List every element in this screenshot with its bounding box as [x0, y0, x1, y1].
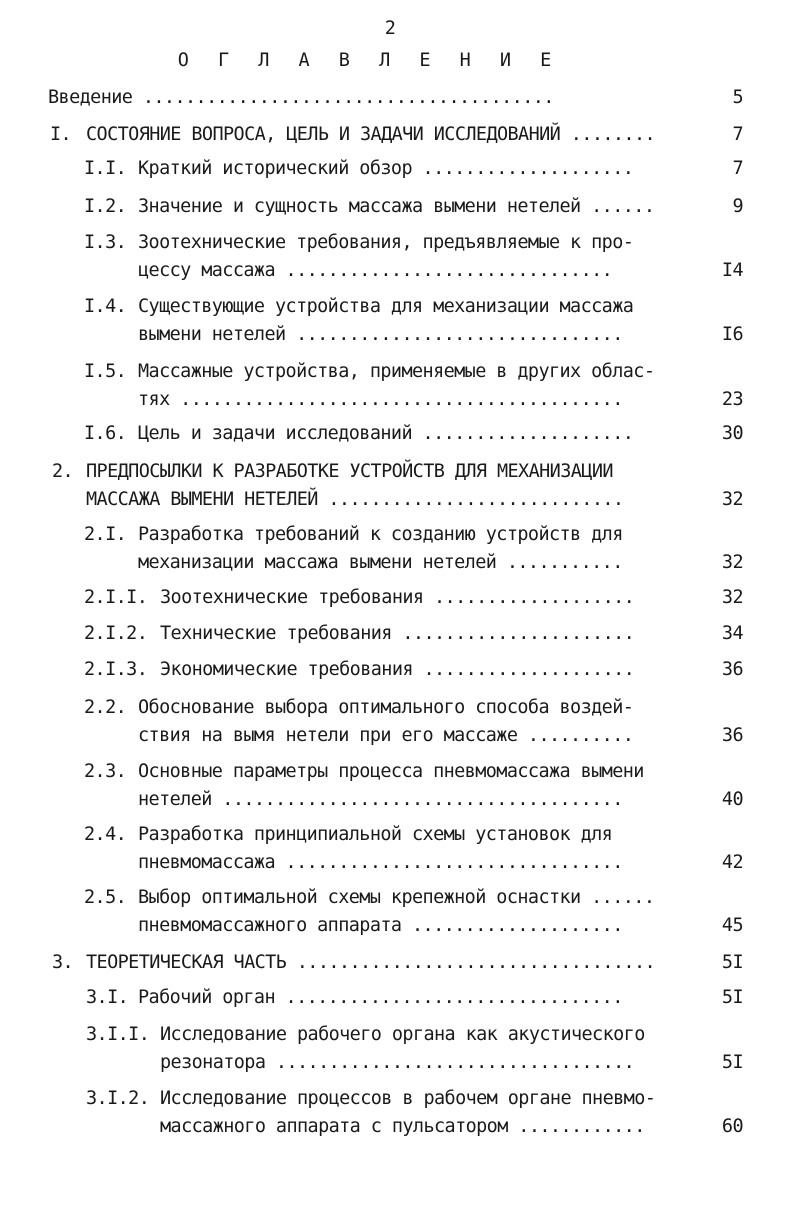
toc-entry-title-continued: вымени нетелей ...............................	[138, 324, 623, 345]
toc-entry-title: ПРЕДПОСЫЛКИ К РАЗРАБОТКЕ УСТРОЙСТВ ДЛЯ МЕХАНИЗАЦИИ	[86, 461, 613, 482]
toc-entry-number: 2.I.3.	[84, 659, 148, 680]
toc-entry-number: 3.I.2.	[86, 1088, 150, 1109]
toc-entry-title: Экономические требования ....................	[160, 659, 635, 680]
toc-entry-page: I6	[721, 324, 743, 345]
toc-entry-number: 2.3.	[84, 761, 127, 782]
toc-entry-title: Основные параметры процесса пневмомассажа вымени	[138, 761, 644, 782]
toc-entry-page: 5I	[721, 987, 743, 1008]
toc-entry-title: Выбор оптимальной схемы крепежной оснастки ......	[138, 887, 655, 908]
toc-entry-page: 5I	[721, 952, 743, 973]
toc-entry-number: 3.I.	[86, 987, 129, 1008]
toc-entry-title: ТЕОРЕТИЧЕСКАЯ ЧАСТЬ ..................................	[86, 952, 656, 973]
toc-entry-title: Исследование рабочего органа как акустического	[160, 1024, 645, 1045]
toc-entry-title: Разработка требований к созданию устройств для	[138, 524, 623, 545]
toc-entry-title-continued: пневмомассажного аппарата ....................	[138, 915, 623, 936]
toc-entry-title: Зоотехнические требования ...................	[160, 587, 635, 608]
toc-entry-page: 36	[721, 659, 743, 680]
toc-entry-number: I.5.	[84, 361, 127, 382]
toc-entry-title: Краткий исторический обзор ....................	[138, 158, 634, 179]
toc-entry-page: 5	[732, 87, 743, 108]
toc-entry-title-continued: массажного аппарата с пульсатором ............	[160, 1116, 645, 1137]
toc-entry-title-continued: ствия на вымя нетели при его массаже ..........	[138, 725, 634, 746]
toc-entry-title: Рабочий орган ................................	[138, 987, 623, 1008]
toc-entry-page: 40	[721, 789, 743, 810]
toc-entry-page: 23	[721, 389, 743, 410]
toc-entry-title: Зоотехнические требования, предъявляемые к про-	[138, 232, 634, 253]
toc-entry-number: 2.	[52, 461, 74, 482]
toc-entry-title-continued: тях ..........................................	[138, 389, 623, 410]
toc-entry-title-continued: механизации массажа вымени нетелей ...........	[138, 552, 623, 573]
toc-entry-page: I4	[721, 260, 743, 281]
toc-entry-page: 42	[721, 852, 743, 873]
toc-entry-number: 2.I.2.	[84, 623, 148, 644]
toc-entry-title: Обоснование выбора оптимального способа воздей-	[138, 697, 634, 718]
toc-entry-number: 2.2.	[84, 697, 127, 718]
toc-entry-title: Разработка принципиальной схемы установок для	[138, 824, 613, 845]
toc-entry-title: Введение .......................................	[48, 87, 554, 108]
toc-entry-number: I.I.	[84, 158, 127, 179]
toc-entry-page: 7	[732, 124, 743, 145]
toc-entry-title: СОСТОЯНИЕ ВОПРОСА, ЦЕЛЬ И ЗАДАЧИ ИССЛЕДОВАНИЙ ........	[86, 124, 656, 145]
toc-entry-title-continued: нетелей ......................................	[138, 789, 623, 810]
toc-entry-title: Значение и сущность массажа вымени нетелей ......	[138, 196, 655, 217]
toc-entry-number: 3.	[52, 952, 74, 973]
toc-entry-number: 2.5.	[84, 887, 127, 908]
toc-entry-title-continued: цессу массажа ...............................	[138, 260, 613, 281]
toc-entry-number: 2.I.	[84, 524, 127, 545]
toc-entry-page: 32	[721, 552, 743, 573]
toc-entry-number: I.	[50, 124, 72, 145]
toc-entry-page: 36	[721, 725, 743, 746]
toc-entry-number: 2.I.I.	[84, 587, 148, 608]
toc-entry-number: I.3.	[84, 232, 127, 253]
toc-entry-title: Цель и задачи исследований ....................	[138, 423, 634, 444]
toc-entry-page: 5I	[721, 1052, 743, 1073]
toc-entry-page: 32	[721, 489, 743, 510]
toc-entry-page: 45	[721, 915, 743, 936]
page-title: О Г Л А В Л Е Н И Е	[177, 50, 561, 71]
toc-entry-title: Массажные устройства, применяемые в других облас-	[138, 361, 655, 382]
toc-entry-page: 9	[732, 196, 743, 217]
toc-entry-page: 34	[721, 623, 743, 644]
toc-entry-title: Исследование процессов в рабочем органе пневмо-	[160, 1088, 656, 1109]
toc-entry-title: Технические требования ......................	[160, 623, 635, 644]
toc-entry-title-continued: МАССАЖА ВЫМЕНИ НЕТЕЛЕЙ ............................	[86, 489, 624, 510]
toc-entry-page: 30	[721, 423, 743, 444]
toc-entry-title-continued: пневмомассажа ................................	[138, 852, 623, 873]
toc-entry-number: I.4.	[84, 296, 127, 317]
toc-entry-number: 2.4.	[84, 824, 127, 845]
toc-entry-page: 60	[721, 1116, 743, 1137]
toc-entry-number: I.6.	[84, 423, 127, 444]
page-number: 2	[384, 18, 396, 39]
toc-entry-title: Существующие устройства для механизации массажа	[138, 296, 634, 317]
toc-entry-page: 32	[721, 587, 743, 608]
toc-entry-number: 3.I.I.	[86, 1024, 150, 1045]
toc-entry-number: I.2.	[84, 196, 127, 217]
toc-entry-title-continued: резонатора ..................................	[160, 1052, 635, 1073]
toc-entry-page: 7	[732, 158, 743, 179]
